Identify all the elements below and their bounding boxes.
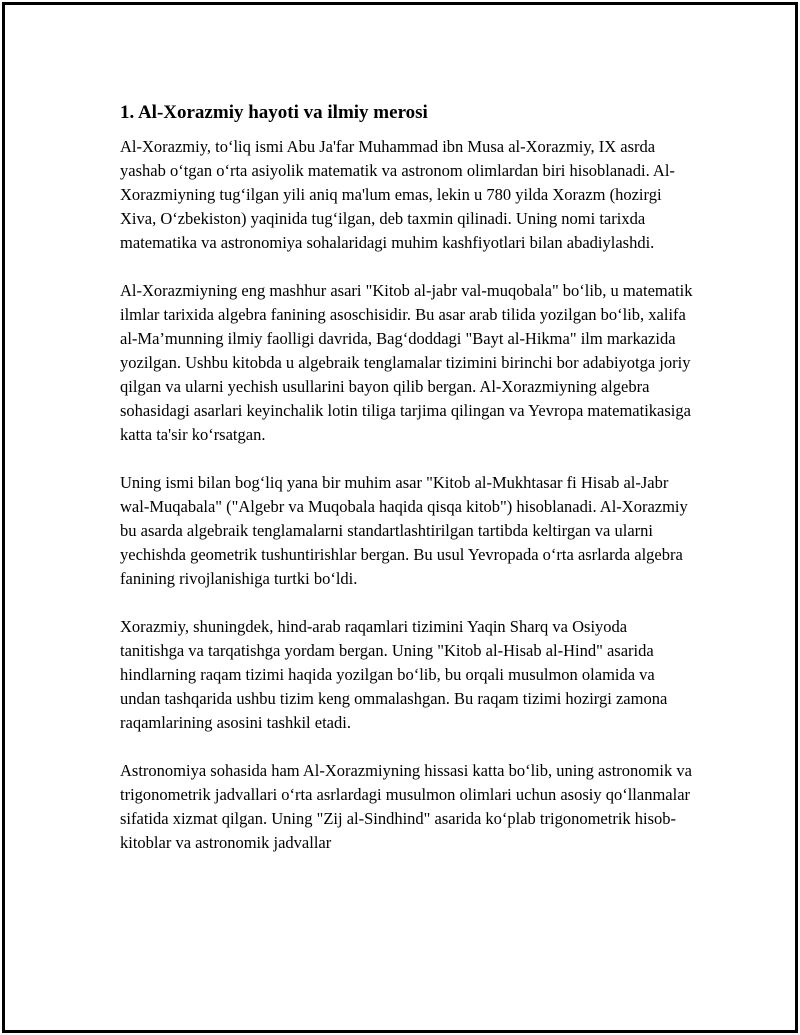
paragraph-biography: Al-Xorazmiy, to‘liq ismi Abu Ja'far Muhammad ibn Musa al-Xorazmiy, IX asrda yashab o‘tgan o‘rta asiyolik matematik va astronom olimlardan biri hisoblanadi. Al-Xorazmiyning tug‘ilgan yili aniq ma'lum emas, lekin u 780 yilda Xorazm (hozirgi Xiva, O‘zbekiston) yaqinida tug‘ilgan, deb taxmin qilinadi. Uning nomi tarixda matematika va astronomiya sohalaridagi muhim kashfiyotlari bilan abadiylashdi. <box>120 137 675 252</box>
section-heading: 1. Al-Xorazmiy hayoti va ilmiy merosi <box>120 102 428 123</box>
page-frame <box>2 2 798 1033</box>
paragraph-mukhtasar-book: Uning ismi bilan bog‘liq yana bir muhim asar "Kitob al-Mukhtasar fi Hisab al-Jabr wal-Muqabala" ("Algebr va Muqobala haqida qisqa kitob") hisoblanadi. Al-Xorazmiy bu asarda algebraik tenglamalarni standartlashtirilgan tartibda keltirgan va ularni yechishda geometrik tushuntirishlar bergan. Bu usul Yevropada o‘rta asrlarda algebra fanining rivojlanishiga turtki bo‘ldi. <box>120 473 688 588</box>
paragraph-astronomy: Astronomiya sohasida ham Al-Xorazmiyning hissasi katta bo‘lib, uning astronomik va trigonometrik jadvallari o‘rta asrlardagi musulmon olimlari uchun asosiy qo‘llanmalar sifatida xizmat qilgan. Uning "Zij al-Sindhind" asarida ko‘plab trigonometrik hisob-kitoblar va astronomik jadvallar <box>120 761 692 852</box>
paragraph-algebra-book: Al-Xorazmiyning eng mashhur asari "Kitob al-jabr val-muqobala" bo‘lib, u matematik ilmlar tarixida algebra fanining asoschisidir. Bu asar arab tilida yozilgan bo‘lib, xalifa al-Ma’munning ilmiy faolligi davrida, Bag‘doddagi "Bayt al-Hikma" ilm markazida yozilgan. Ushbu kitobda u algebraik tenglamalar tizimini birinchi bor adabiyotga joriy qilgan va ularni yechish usullarini bayon qilib bergan. Al-Xorazmiyning algebra sohasidagi asarlari keyinchalik lotin tiliga tarjima qilingan va Yevropa matematikasiga katta ta'sir ko‘rsatgan. <box>120 281 693 444</box>
document-body <box>120 101 695 879</box>
paragraph-numerals: Xorazmiy, shuningdek, hind-arab raqamlari tizimini Yaqin Sharq va Osiyoda tanitishga va tarqatishga yordam bergan. Uning "Kitob al-Hisab al-Hind" asarida hindlarning raqam tizimi haqida yozilgan bo‘lib, bu orqali musulmon olamida va undan tashqarida ushbu tizim keng ommalashgan. Bu raqam tizimi hozirgi zamona raqamlarining asosini tashkil etadi. <box>120 617 668 732</box>
